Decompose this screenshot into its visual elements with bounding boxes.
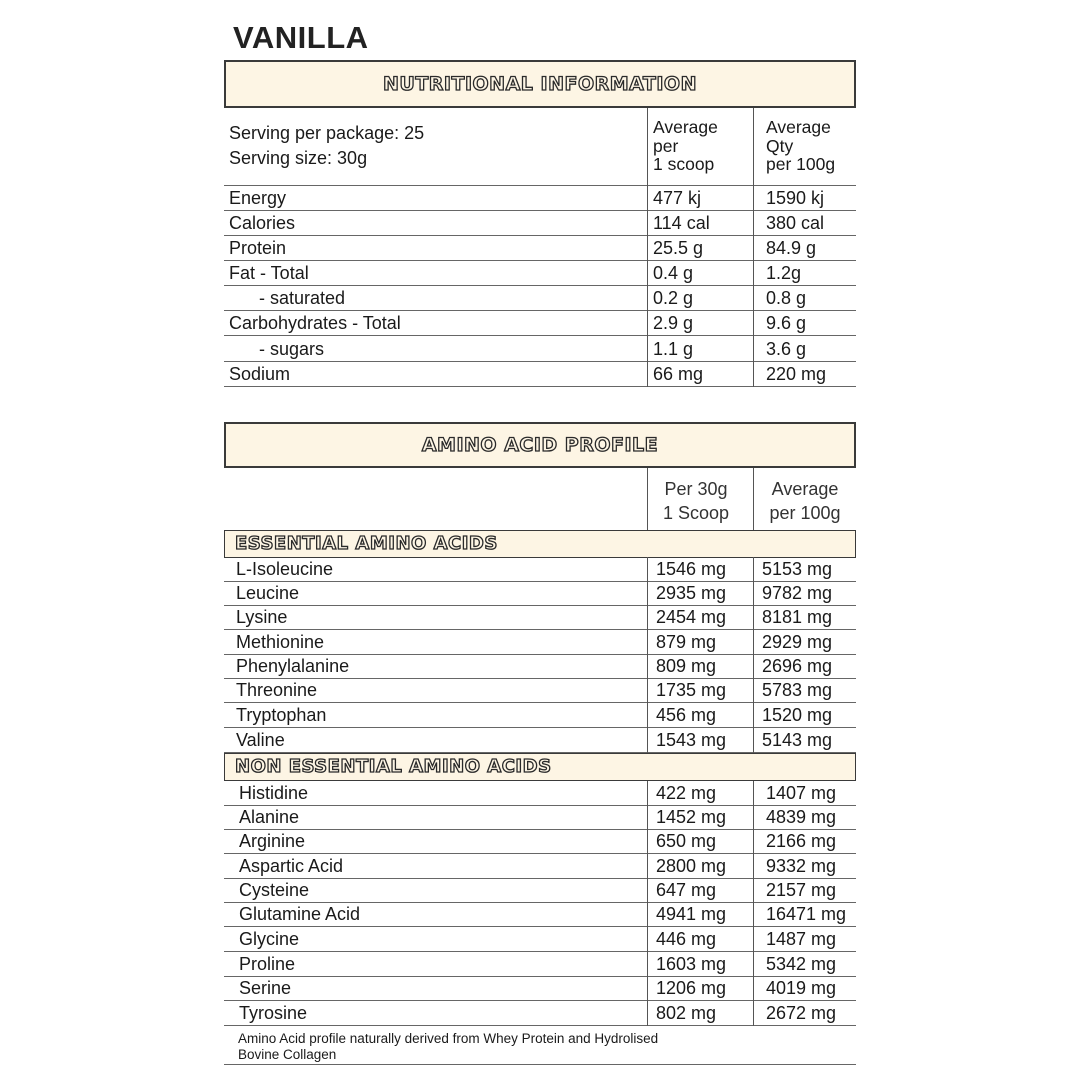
row-value-per-serve: 1735 mg <box>656 680 727 700</box>
row-value-per-100g: 1407 mg <box>766 783 837 803</box>
table-row <box>224 261 856 286</box>
row-value-per-serve: 0.2 g <box>653 288 694 308</box>
col-header-avg-100g: Average per 100g <box>769 479 841 523</box>
essential-section-header <box>224 530 856 558</box>
row-value-per-100g: 9332 mg <box>766 856 837 876</box>
row-value-per-100g: 5143 mg <box>762 730 833 750</box>
table-row <box>224 236 856 261</box>
table-row <box>224 952 856 977</box>
serving-per-package: Serving per package: 25 <box>229 123 425 143</box>
amino-header <box>224 468 856 530</box>
row-name: Alanine <box>239 807 300 827</box>
table-row <box>224 703 856 728</box>
table-row <box>224 830 856 854</box>
row-value-per-100g: 5342 mg <box>766 954 837 974</box>
table-row <box>224 854 856 879</box>
row-value-per-100g: 8181 mg <box>762 607 833 627</box>
amino-banner-text: AMINO ACID PROFILE <box>421 434 659 456</box>
table-row <box>224 630 856 655</box>
row-value-per-serve: 2935 mg <box>656 583 727 603</box>
amino-head-divider-1 <box>647 468 648 530</box>
row-name: Carbohydrates - Total <box>229 313 401 333</box>
row-name: Methionine <box>236 632 325 652</box>
serving-size: Serving size: 30g <box>229 148 368 168</box>
row-value-per-serve: 1543 mg <box>656 730 727 750</box>
row-value-per-serve: 477 kj <box>653 188 702 208</box>
row-name: Fat - Total <box>229 263 309 283</box>
row-name: Glutamine Acid <box>239 904 361 924</box>
row-name: Glycine <box>239 929 300 949</box>
non-essential-col-divider-1 <box>647 781 648 1026</box>
row-value-per-serve: 650 mg <box>656 831 717 851</box>
product-title: VANILLA <box>233 20 369 55</box>
table-row <box>224 977 856 1001</box>
row-name: Sodium <box>229 364 291 384</box>
row-name: - saturated <box>259 288 346 308</box>
row-value-per-serve: 809 mg <box>656 656 717 676</box>
row-value-per-100g: 2166 mg <box>766 831 837 851</box>
non-essential-label: NON ESSENTIAL AMINO ACIDS <box>235 756 552 777</box>
row-value-per-serve: 1546 mg <box>656 559 727 579</box>
row-value-per-serve: 2800 mg <box>656 856 727 876</box>
row-value-per-100g: 1.2g <box>766 263 802 283</box>
amino-banner <box>224 422 856 468</box>
row-value-per-100g: 4019 mg <box>766 978 837 998</box>
table-row <box>224 927 856 952</box>
table-row <box>224 781 856 806</box>
row-name: Proline <box>239 954 296 974</box>
row-value-per-serve: 802 mg <box>656 1003 717 1023</box>
row-value-per-serve: 114 cal <box>653 213 710 233</box>
nutrition-header <box>224 108 856 186</box>
row-value-per-100g: 1590 kj <box>766 188 825 208</box>
row-value-per-100g: 2672 mg <box>766 1003 837 1023</box>
essential-col-divider-1 <box>647 557 648 753</box>
table-row <box>224 185 856 211</box>
row-value-per-serve: 879 mg <box>656 632 717 652</box>
nutrition-col-divider-2 <box>753 108 754 387</box>
row-value-per-100g: 2696 mg <box>762 656 833 676</box>
row-value-per-serve: 2454 mg <box>656 607 727 627</box>
row-name: Cysteine <box>239 880 310 900</box>
nutrition-banner <box>224 60 856 108</box>
row-value-per-serve: 422 mg <box>656 783 717 803</box>
nutrition-banner-text: NUTRITIONAL INFORMATION <box>383 73 697 95</box>
row-value-per-100g: 2929 mg <box>762 632 833 652</box>
table-row <box>224 362 856 387</box>
col-header-per-100g: Average Qty per 100g <box>766 117 836 174</box>
table-row <box>224 655 856 679</box>
table-row <box>224 1001 856 1026</box>
nutrition-col-divider-1 <box>647 108 648 387</box>
row-value-per-serve: 2.9 g <box>653 313 694 333</box>
table-row <box>224 679 856 703</box>
row-name: Lysine <box>236 607 288 627</box>
row-value-per-100g: 2157 mg <box>766 880 837 900</box>
table-row <box>224 806 856 830</box>
table-row <box>224 286 856 311</box>
amino-footnote: Amino Acid profile naturally derived from Whey Protein and Hydrolised Bovine Collagen <box>238 1031 659 1062</box>
amino-head-divider-2 <box>753 468 754 530</box>
row-value-per-100g: 84.9 g <box>766 238 817 258</box>
essential-label: ESSENTIAL AMINO ACIDS <box>235 533 498 554</box>
row-value-per-serve: 4941 mg <box>656 904 727 924</box>
row-value-per-serve: 25.5 g <box>653 238 704 258</box>
table-row <box>224 557 856 582</box>
row-value-per-serve: 1603 mg <box>656 954 727 974</box>
non-essential-section-header <box>224 753 856 781</box>
row-name: Leucine <box>236 583 300 603</box>
row-name: L-Isoleucine <box>236 559 334 579</box>
row-value-per-100g: 16471 mg <box>766 904 847 924</box>
col-header-per-scoop: Average per 1 scoop <box>653 117 718 174</box>
table-row <box>224 336 856 362</box>
row-name: Serine <box>239 978 292 998</box>
row-name: Tryptophan <box>236 705 327 725</box>
row-name: Protein <box>229 238 287 258</box>
table-row <box>224 211 856 236</box>
row-name: Aspartic Acid <box>239 856 344 876</box>
table-row <box>224 903 856 927</box>
row-value-per-100g: 9782 mg <box>762 583 833 603</box>
table-row <box>224 582 856 606</box>
row-name: Energy <box>229 188 287 208</box>
essential-col-divider-2 <box>753 557 754 753</box>
table-row <box>224 606 856 630</box>
row-name: Threonine <box>236 680 318 700</box>
row-value-per-serve: 1.1 g <box>653 339 694 359</box>
row-value-per-100g: 3.6 g <box>766 339 807 359</box>
row-name: - sugars <box>259 339 325 359</box>
row-value-per-100g: 1520 mg <box>762 705 833 725</box>
row-name: Arginine <box>239 831 306 851</box>
footnote-rule <box>224 1064 856 1065</box>
row-name: Phenylalanine <box>236 656 350 676</box>
row-value-per-serve: 456 mg <box>656 705 717 725</box>
row-value-per-100g: 4839 mg <box>766 807 837 827</box>
row-name: Tyrosine <box>239 1003 308 1023</box>
row-value-per-100g: 5783 mg <box>762 680 833 700</box>
row-value-per-serve: 446 mg <box>656 929 717 949</box>
row-value-per-100g: 5153 mg <box>762 559 833 579</box>
row-value-per-serve: 1452 mg <box>656 807 727 827</box>
table-row <box>224 879 856 903</box>
row-value-per-100g: 1487 mg <box>766 929 837 949</box>
row-value-per-100g: 0.8 g <box>766 288 807 308</box>
row-value-per-serve: 66 mg <box>653 364 704 384</box>
col-header-per-30g: Per 30g 1 Scoop <box>662 479 730 523</box>
row-value-per-serve: 1206 mg <box>656 978 727 998</box>
row-name: Valine <box>236 730 285 750</box>
row-name: Calories <box>229 213 296 233</box>
row-value-per-100g: 220 mg <box>766 364 827 384</box>
row-value-per-100g: 380 cal <box>766 213 825 233</box>
row-value-per-serve: 647 mg <box>656 880 717 900</box>
table-row <box>224 728 856 753</box>
row-value-per-100g: 9.6 g <box>766 313 807 333</box>
row-name: Histidine <box>239 783 309 803</box>
non-essential-col-divider-2 <box>753 781 754 1026</box>
row-value-per-serve: 0.4 g <box>653 263 694 283</box>
table-row <box>224 311 856 336</box>
